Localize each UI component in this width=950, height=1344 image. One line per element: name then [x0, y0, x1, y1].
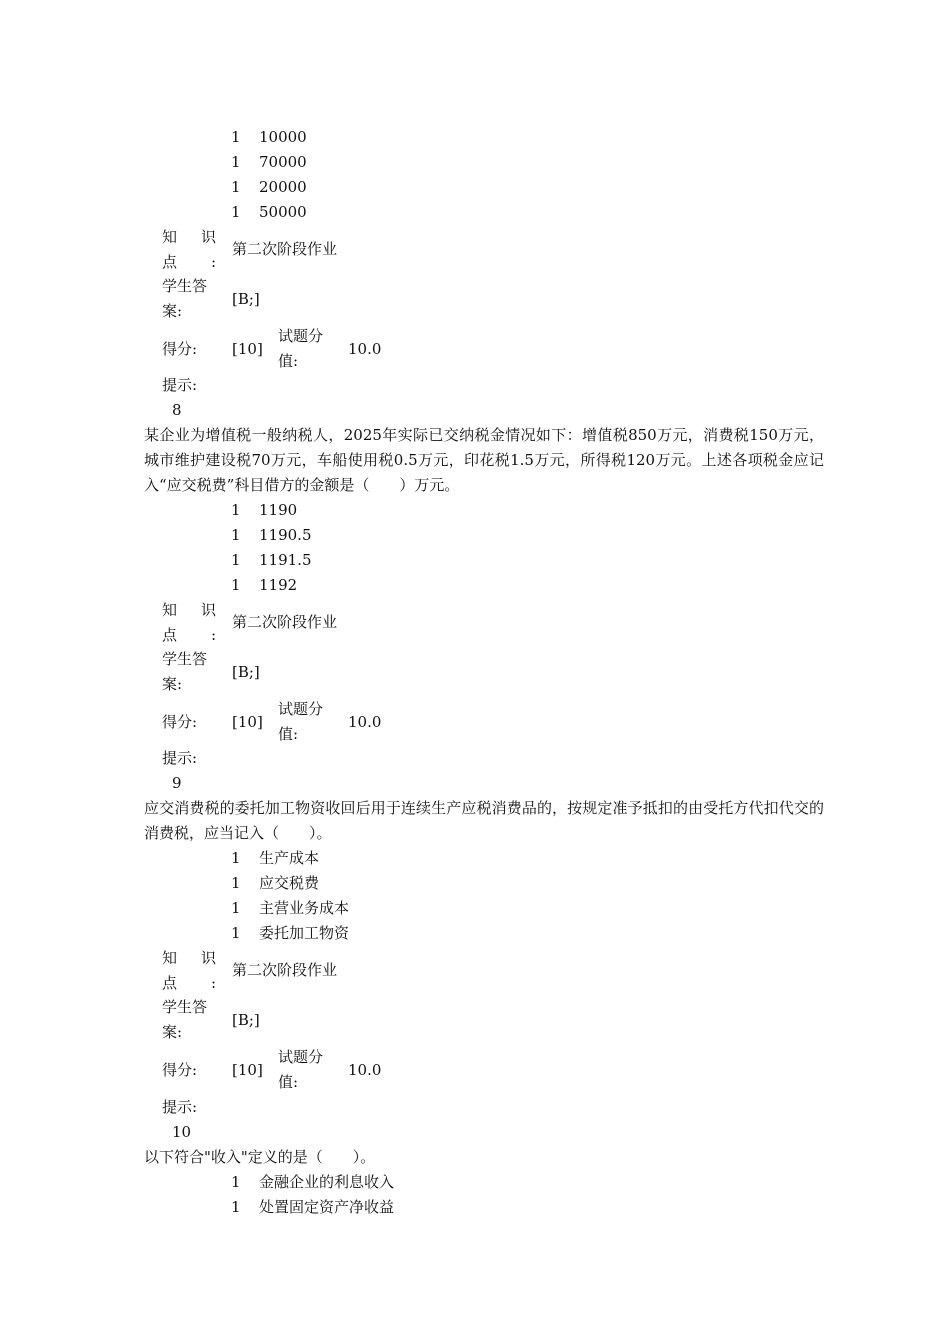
- hint-label: 提示:: [162, 376, 198, 394]
- student-answer-label: 学生答案:: [162, 998, 208, 1041]
- score-value: [10]: [232, 1061, 263, 1079]
- question-text: 应交消费税的委托加工物资收回后用于连续生产应税消费品的，按规定准予抵扣的由受托方代扣代交的消费税，应当记入（ ）。: [144, 799, 824, 842]
- option-text: 70000: [259, 153, 307, 171]
- points-label: 试题分值:: [278, 327, 324, 370]
- student-answer-value: [B;]: [232, 290, 260, 308]
- points-value: 10.0: [348, 1061, 382, 1079]
- student-answer-value: [B;]: [232, 1011, 260, 1029]
- student-answer-value: [B;]: [232, 663, 260, 681]
- option-number: 1: [231, 924, 241, 942]
- question-text: 某企业为增值税一般纳税人，2025年实际已交纳税金情况如下：增值税850万元，消费税150万元，城市维护建设税70万元，车船使用税0.5万元，印花税1.5万元，所得税120万元。上述各项税金应记入“应交税费”科目借方的金额是（ ）万元。: [144, 426, 824, 494]
- knowledge-label: 知 识 点:: [162, 601, 216, 644]
- option-number: 1: [231, 849, 241, 867]
- option-text: 主营业务成本: [259, 899, 350, 917]
- score-label: 得分:: [162, 1061, 198, 1079]
- option-number: 1: [231, 576, 241, 594]
- option-number: 1: [231, 501, 241, 519]
- option-text: 1191.5: [259, 551, 312, 569]
- option-number: 1: [231, 1198, 241, 1216]
- option-text: 金融企业的利息收入: [259, 1173, 395, 1191]
- knowledge-value: 第二次阶段作业: [232, 240, 338, 258]
- student-answer-label: 学生答案:: [162, 277, 208, 320]
- knowledge-value: 第二次阶段作业: [232, 613, 338, 631]
- option-text: 10000: [259, 128, 307, 146]
- option-text: 生产成本: [259, 849, 320, 867]
- hint-label: 提示:: [162, 749, 198, 767]
- option-text: 1190: [259, 501, 298, 519]
- option-text: 50000: [259, 203, 307, 221]
- option-number: 1: [231, 178, 241, 196]
- option-number: 1: [231, 526, 241, 544]
- option-text: 处置固定资产净收益: [259, 1198, 395, 1216]
- points-value: 10.0: [348, 340, 382, 358]
- option-text: 1192: [259, 576, 298, 594]
- knowledge-value: 第二次阶段作业: [232, 961, 338, 979]
- question-number: 10: [172, 1123, 192, 1141]
- hint-label: 提示:: [162, 1098, 198, 1116]
- question-number: 8: [172, 401, 182, 419]
- score-value: [10]: [232, 340, 263, 358]
- option-number: 1: [231, 153, 241, 171]
- points-value: 10.0: [348, 713, 382, 731]
- option-number: 1: [231, 551, 241, 569]
- score-label: 得分:: [162, 713, 198, 731]
- score-value: [10]: [232, 713, 263, 731]
- points-label: 试题分值:: [278, 700, 324, 743]
- option-text: 20000: [259, 178, 307, 196]
- student-answer-label: 学生答案:: [162, 650, 208, 693]
- option-number: 1: [231, 874, 241, 892]
- question-number: 9: [172, 774, 182, 792]
- option-number: 1: [231, 1173, 241, 1191]
- question-text: 以下符合"收入"定义的是（ ）。: [144, 1148, 376, 1166]
- option-text: 1190.5: [259, 526, 312, 544]
- option-text: 应交税费: [259, 874, 320, 892]
- option-text: 委托加工物资: [259, 924, 350, 942]
- option-number: 1: [231, 899, 241, 917]
- option-number: 1: [231, 128, 241, 146]
- knowledge-label: 知 识 点:: [162, 949, 216, 992]
- points-label: 试题分值:: [278, 1048, 324, 1091]
- knowledge-label: 知 识 点:: [162, 228, 216, 271]
- option-number: 1: [231, 203, 241, 221]
- score-label: 得分:: [162, 340, 198, 358]
